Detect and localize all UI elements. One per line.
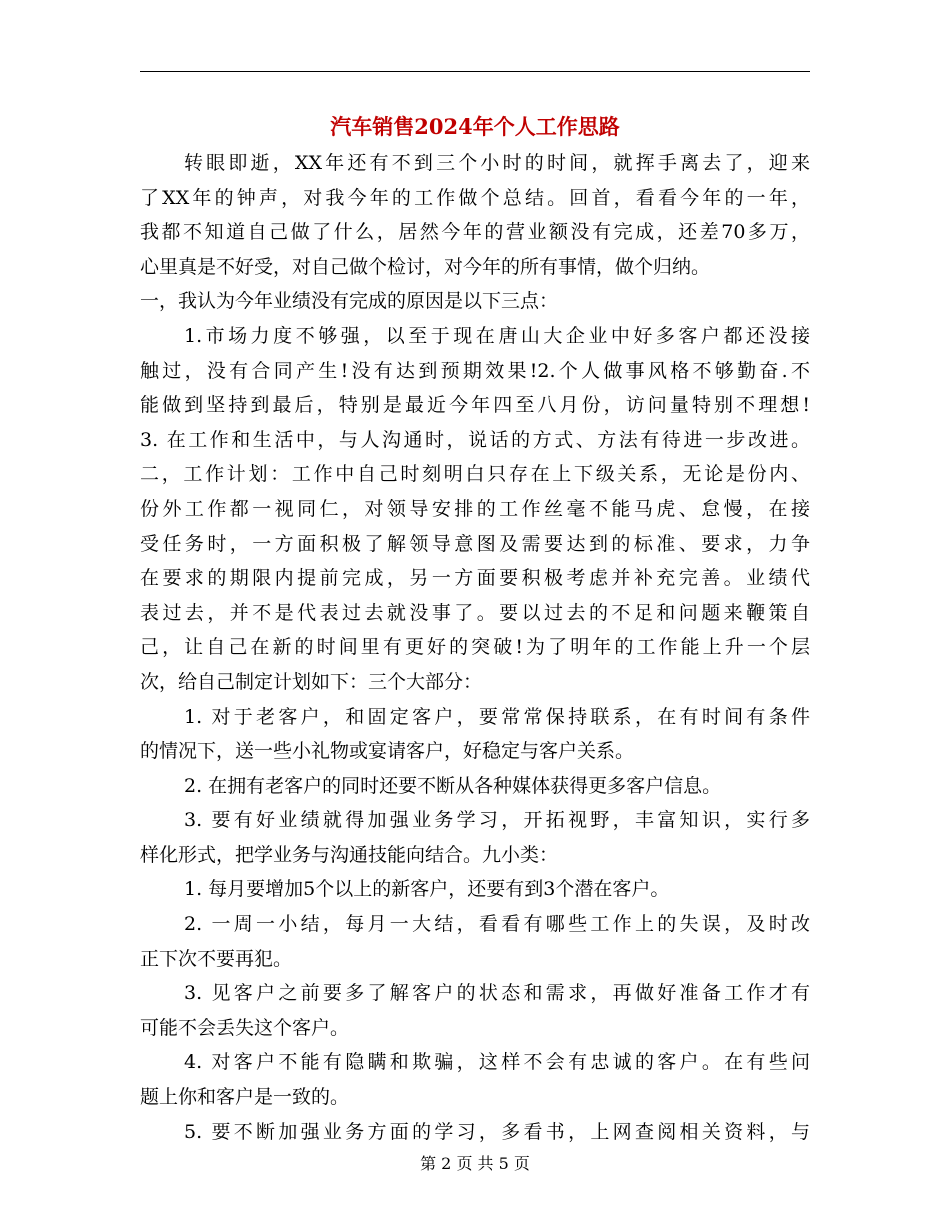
paragraph-line: 3. 在工作和生活中，与人沟通时，说话的方式、方法有待进一步改进。 [140, 428, 810, 451]
page-footer: 第 2 页 共 5 页 [420, 1154, 530, 1173]
list-item: 5. 要不断加强业务方面的学习，多看书，上网查阅相关资料，与 [184, 1120, 810, 1143]
paragraph-line: 1.市场力度不够强，以至于现在唐山大企业中好多客户都还没接 [184, 324, 810, 347]
list-item-continuation: 题上你和客户是一致的。 [140, 1086, 350, 1109]
list-item: 2. 在拥有老客户的同时还要不断从各种媒体获得更多客户信息。 [184, 774, 722, 797]
list-item-continuation: 可能不会丢失这个客户。 [140, 1016, 350, 1039]
list-item: 1. 对于老客户，和固定客户，要常常保持联系，在有时间有条件 [184, 705, 810, 728]
paragraph-line: 触过，没有合同产生!没有达到预期效果!2.个人做事风格不够勤奋.不 [140, 359, 810, 382]
list-item-continuation: 样化形式，把学业务与沟通技能向结合。九小类： [140, 843, 559, 866]
list-item: 1. 每月要增加5个以上的新客户，还要有到3个潜在客户。 [184, 878, 670, 901]
list-item-continuation: 的情况下，送一些小礼物或宴请客户，好稳定与客户关系。 [140, 740, 635, 763]
list-item: 3. 见客户之前要多了解客户的状态和需求，再做好准备工作才有 [184, 982, 810, 1005]
paragraph-line: 我都不知道自己做了什么，居然今年的营业额没有完成，还差70多万， [140, 221, 810, 244]
paragraph-line: 己，让自己在新的时间里有更好的突破!为了明年的工作能上升一个层 [140, 636, 810, 659]
section-heading: 二，工作计划：工作中自己时刻明白只存在上下级关系，无论是份内、 [140, 463, 810, 486]
section-heading: 一，我认为今年业绩没有完成的原因是以下三点： [140, 290, 559, 313]
paragraph-line: 了XX年的钟声，对我今年的工作做个总结。回首，看看今年的一年， [140, 186, 810, 209]
paragraph-line: 在要求的期限内提前完成，另一方面要积极考虑并补充完善。业绩代 [140, 567, 810, 590]
paragraph-line: 次，给自己制定计划如下：三个大部分： [140, 670, 483, 693]
document-body [140, 146, 810, 1149]
paragraph-line: 表过去，并不是代表过去就没事了。要以过去的不足和问题来鞭策自 [140, 601, 810, 624]
page-title: 汽车销售2024年个人工作思路 [330, 114, 620, 139]
list-item: 4. 对客户不能有隐瞒和欺骗，这样不会有忠诚的客户。在有些问 [184, 1051, 810, 1074]
list-item: 2. 一周一小结，每月一大结，看看有哪些工作上的失误，及时改 [184, 913, 810, 936]
paragraph-line: 转眼即逝，XX年还有不到三个小时的时间，就挥手离去了，迎来 [184, 152, 810, 174]
header-rule [140, 71, 810, 72]
paragraph-line: 份外工作都一视同仁，对领导安排的工作丝毫不能马虎、怠慢，在接 [140, 497, 810, 520]
paragraph-line: 心里真是不好受，对自己做个检讨，对今年的所有事情，做个归纳。 [140, 255, 711, 278]
list-item: 3. 要有好业绩就得加强业务学习，开拓视野，丰富知识，实行多 [184, 809, 810, 832]
paragraph-line: 能做到坚持到最后，特别是最近今年四至八月份，访问量特别不理想! [140, 394, 810, 417]
list-item-continuation: 正下次不要再犯。 [140, 947, 293, 970]
paragraph-line: 受任务时，一方面积极了解领导意图及需要达到的标准、要求，力争 [140, 532, 810, 555]
